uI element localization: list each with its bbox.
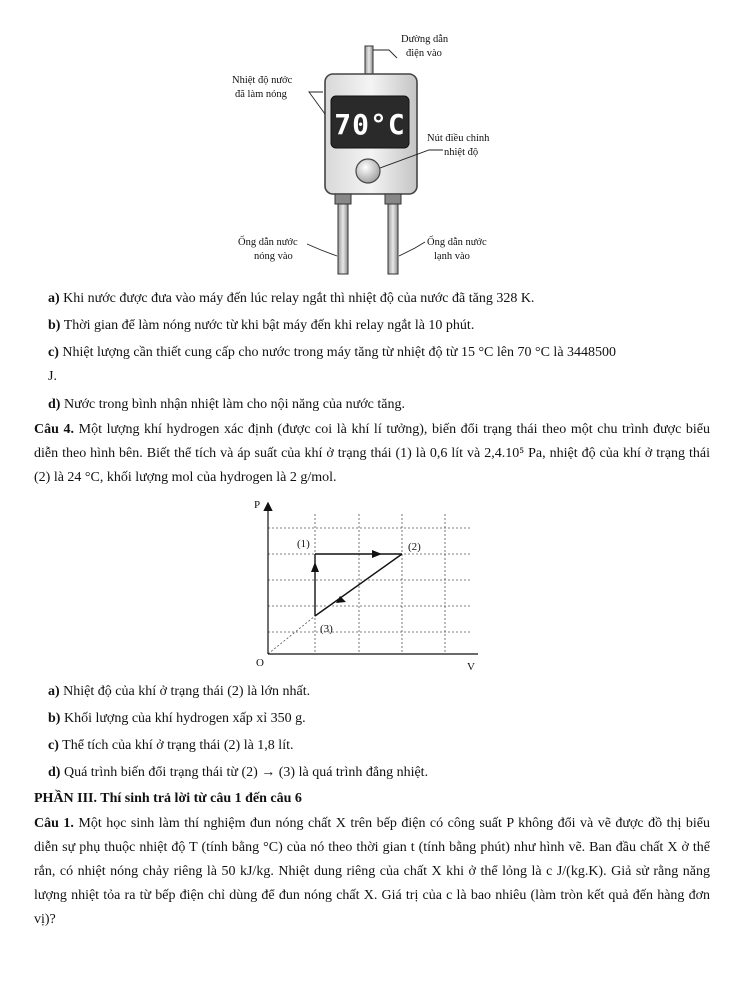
item-text: Nước trong bình nhận nhiệt làm cho nội năng của nước tăng. — [60, 397, 405, 412]
item-text: Khối lượng của khí hydrogen xấp xỉ 350 g. — [60, 711, 306, 726]
question-text: Một lượng khí hydrogen xác định (được coi là khí lí tưởng), biến đổi trạng thái theo một chu trình được biểu diễn theo hình bên. Biết thể tích và áp suất của khí ở trạng thái (1) là 0,6 lít và 2,4.10⁵ Pa, nhiệt độ của khí ở trạng thái (2) là 24 °C, khối lượng mol của hydrogen là 2 g/mol. — [34, 422, 711, 485]
item-letter: b) — [48, 318, 61, 333]
water-heater-figure — [225, 28, 515, 278]
item-text: Nhiệt lượng cần thiết cung cấp cho nước trong máy tăng từ nhiệt độ từ 15 °C lên 70 °C là 3448500 — [58, 345, 617, 360]
item-text: Thể tích của khí ở trạng thái (2) là 1,8 lít. — [58, 738, 294, 753]
item-letter: c) — [48, 738, 59, 753]
item-text-continued: J. — [48, 369, 57, 384]
water-temp-label-1: Nhiệt độ nước — [232, 75, 293, 86]
q3-item-d — [48, 396, 405, 414]
item-letter: a) — [48, 684, 60, 699]
question-text: Một học sinh làm thí nghiệm đun nóng chất X trên bếp điện có công suất P không đổi và vẽ được đồ thị biểu diễn sự phụ thuộc nhiệt độ T (tính bằng °C) của nó theo thời gian t (tính bằng phút) như hình vẽ. Ban đầu chất X ở thể rắn, có nhiệt nóng chảy riêng là 50 kJ/kg. Nhiệt dung riêng của chất X khi ở thể lỏng là c J/(kg.K). Giả sử rằng năng lượng nhiệt tỏa ra từ bếp điện chỉ dùng để đun nóng chất X. Giá trị của c là bao nhiêu (làm tròn kết quả đến hàng đơn vị)? — [34, 816, 710, 927]
grid — [268, 514, 470, 654]
q4-item-b — [48, 710, 306, 728]
power-label-2: điện vào — [406, 48, 442, 59]
q4-item-c — [48, 737, 293, 755]
item-text: Quá trình biến đổi trạng thái từ (2) → (3) là quá trình đẳng nhiệt. — [60, 765, 429, 780]
origin-label: O — [256, 657, 264, 669]
water-temp-label-2: đã làm nóng — [235, 89, 287, 100]
state-3-label: (3) — [320, 623, 333, 635]
q3-item-b — [48, 317, 474, 335]
question-label: Câu 4. — [34, 422, 75, 437]
state-1-label: (1) — [297, 538, 310, 550]
cold-pipe-label-2: lạnh vào — [434, 251, 470, 262]
hot-pipe-collar — [335, 194, 351, 204]
cold-pipe-label-1: Ống dẫn nước — [427, 237, 487, 248]
hot-pipe-label-2: nóng vào — [254, 251, 293, 262]
item-text: Thời gian để làm nóng nước từ khi bật máy đến khi relay ngắt là 10 phút. — [60, 318, 475, 333]
q3-item-c-continued — [48, 368, 57, 386]
q3-item-c — [48, 344, 616, 362]
display-value: 70°C — [334, 108, 406, 141]
q4-item-a — [48, 683, 310, 701]
question-label: Câu 1. — [34, 816, 74, 831]
q4-item-d — [48, 764, 428, 782]
item-letter: a) — [48, 291, 60, 306]
item-letter: d) — [48, 397, 61, 412]
process-2-to-3 — [315, 554, 402, 616]
item-letter: c) — [48, 345, 59, 360]
knob-label-1: Nút điều chỉnh — [427, 133, 490, 144]
v-axis-label: V — [467, 661, 475, 673]
power-label-1: Dường dẫn — [401, 34, 449, 45]
item-letter: d) — [48, 765, 61, 780]
hot-water-pipe — [338, 204, 348, 274]
question-1-stem — [34, 812, 710, 932]
cold-pipe-collar — [385, 194, 401, 204]
cold-water-pipe — [388, 204, 398, 274]
knob-label-2: nhiệt độ — [444, 147, 479, 158]
part-3-heading: PHẦN III. Thí sinh trả lời từ câu 1 đến câu 6 — [34, 791, 302, 806]
p-axis-label: P — [254, 499, 261, 511]
temperature-knob — [356, 159, 380, 183]
hot-pipe-label-1: Ống dẫn nước — [238, 237, 298, 248]
pv-diagram — [248, 492, 488, 674]
q3-item-a — [48, 290, 534, 308]
state-2-label: (2) — [408, 541, 421, 553]
question-4-stem — [34, 418, 710, 490]
item-letter: b) — [48, 711, 61, 726]
item-text: Nhiệt độ của khí ở trạng thái (2) là lớn nhất. — [59, 684, 311, 699]
item-text: Khi nước được đưa vào máy đến lúc relay ngắt thì nhiệt độ của nước đã tăng 328 K. — [59, 291, 535, 306]
